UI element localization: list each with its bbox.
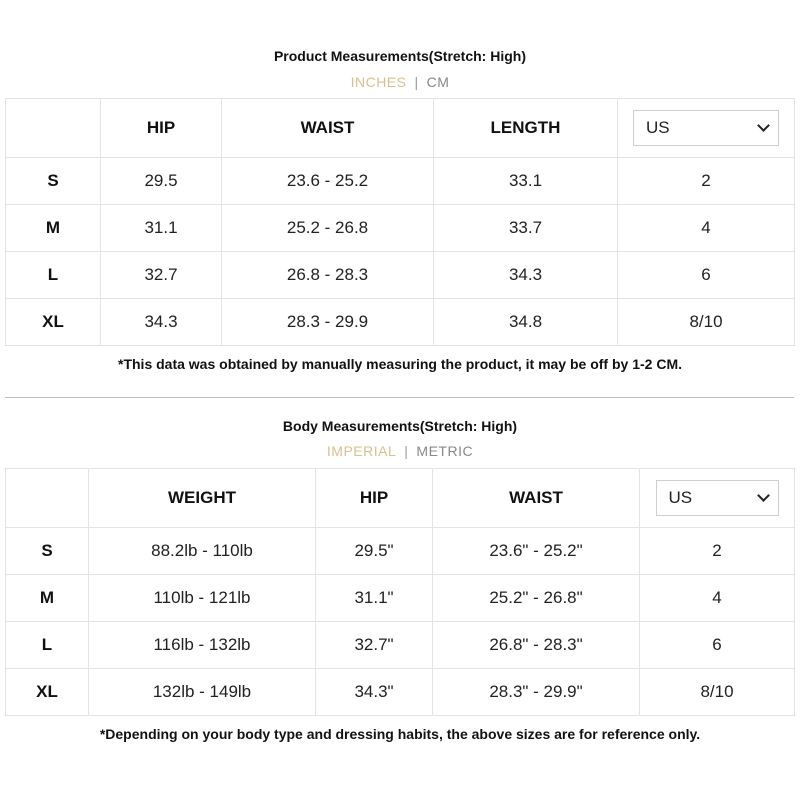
unit-separator: |: [414, 74, 419, 90]
body-measurements-table: [5, 468, 795, 716]
hip-value: 31.1: [101, 205, 222, 252]
region-select-dropdown[interactable]: [656, 480, 779, 516]
us-size-value: 4: [640, 575, 795, 622]
us-size-value: 6: [618, 252, 795, 299]
hip-value: 34.3: [101, 299, 222, 346]
weight-value: 110lb - 121lb: [89, 575, 316, 622]
body-unit-toggle: [0, 443, 800, 459]
table-header-row: [6, 99, 795, 158]
waist-value: 26.8" - 28.3": [433, 622, 640, 669]
table-row: [6, 669, 795, 716]
hip-value: 32.7": [316, 622, 433, 669]
size-label: M: [6, 575, 89, 622]
header-region: [618, 99, 795, 158]
unit-imperial-tab[interactable]: IMPERIAL: [326, 443, 397, 459]
waist-value: 25.2 - 26.8: [222, 205, 434, 252]
header-weight: WEIGHT: [89, 469, 316, 528]
hip-value: 32.7: [101, 252, 222, 299]
table-row: [6, 622, 795, 669]
length-value: 33.1: [434, 158, 618, 205]
size-label: XL: [6, 299, 101, 346]
size-label: L: [6, 622, 89, 669]
header-waist: WAIST: [222, 99, 434, 158]
waist-value: 28.3" - 29.9": [433, 669, 640, 716]
waist-value: 23.6" - 25.2": [433, 528, 640, 575]
us-size-value: 2: [618, 158, 795, 205]
size-label: S: [6, 158, 101, 205]
header-region: [640, 469, 795, 528]
unit-cm-tab[interactable]: CM: [426, 74, 450, 90]
unit-separator: |: [404, 443, 409, 459]
hip-value: 34.3": [316, 669, 433, 716]
weight-value: 132lb - 149lb: [89, 669, 316, 716]
region-select-value: US: [646, 118, 670, 137]
size-label: L: [6, 252, 101, 299]
table-row: [6, 205, 795, 252]
waist-value: 26.8 - 28.3: [222, 252, 434, 299]
body-measurement-note: *Depending on your body type and dressing habits, the above sizes are for reference only.: [99, 726, 701, 742]
table-row: [6, 575, 795, 622]
hip-value: 29.5: [101, 158, 222, 205]
table-header-row: [6, 469, 795, 528]
chevron-down-icon: [757, 489, 770, 502]
waist-value: 28.3 - 29.9: [222, 299, 434, 346]
header-size: [6, 99, 101, 158]
product-measurements-title: Product Measurements(Stretch: High): [273, 48, 527, 64]
region-select-dropdown[interactable]: [633, 110, 779, 146]
us-size-value: 8/10: [618, 299, 795, 346]
header-size: [6, 469, 89, 528]
chevron-down-icon: [757, 119, 770, 132]
section-divider: [5, 397, 794, 398]
length-value: 34.3: [434, 252, 618, 299]
table-row: [6, 252, 795, 299]
weight-value: 116lb - 132lb: [89, 622, 316, 669]
header-length: LENGTH: [434, 99, 618, 158]
table-row: [6, 528, 795, 575]
size-label: XL: [6, 669, 89, 716]
product-unit-toggle: [0, 74, 800, 90]
size-label: M: [6, 205, 101, 252]
header-hip: HIP: [101, 99, 222, 158]
table-row: [6, 158, 795, 205]
us-size-value: 4: [618, 205, 795, 252]
region-select-value: US: [668, 488, 693, 507]
header-waist: WAIST: [433, 469, 640, 528]
unit-metric-tab[interactable]: METRIC: [416, 443, 474, 459]
us-size-value: 8/10: [640, 669, 795, 716]
us-size-value: 2: [640, 528, 795, 575]
header-hip: HIP: [316, 469, 433, 528]
us-size-value: 6: [640, 622, 795, 669]
product-measurement-note: *This data was obtained by manually measuring the product, it may be off by 1-2 CM.: [118, 356, 682, 372]
unit-inches-tab[interactable]: INCHES: [350, 74, 407, 90]
table-row: [6, 299, 795, 346]
size-label: S: [6, 528, 89, 575]
weight-value: 88.2lb - 110lb: [89, 528, 316, 575]
hip-value: 29.5": [316, 528, 433, 575]
waist-value: 25.2" - 26.8": [433, 575, 640, 622]
waist-value: 23.6 - 25.2: [222, 158, 434, 205]
body-measurements-title: Body Measurements(Stretch: High): [282, 418, 518, 434]
product-measurements-table: [5, 98, 795, 346]
length-value: 34.8: [434, 299, 618, 346]
length-value: 33.7: [434, 205, 618, 252]
hip-value: 31.1": [316, 575, 433, 622]
